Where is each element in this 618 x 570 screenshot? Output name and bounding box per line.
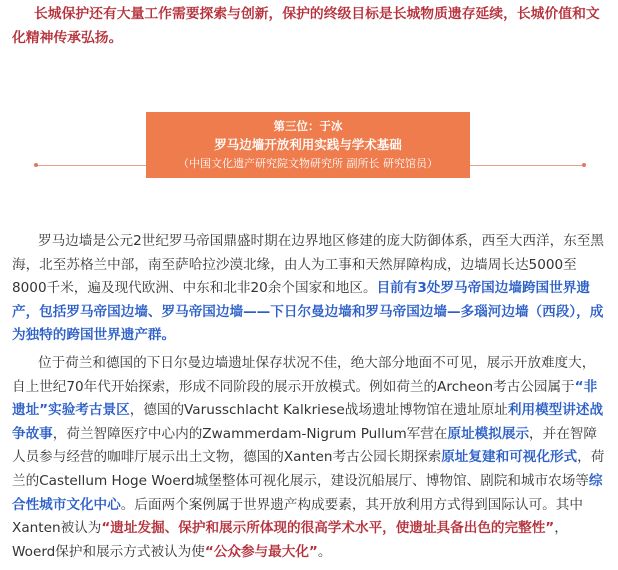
paragraph-text: 位于荷兰和德国的下日尔曼边墙遗址保存状况不佳，绝大部分地面不可见，展示开放难度大，自上世纪70年代开始探索，形成不同阶段的展示开放模式。例如荷兰的Archeon考古公园属于 [12, 355, 596, 395]
divider-right-dot [582, 163, 586, 167]
paragraph-text: ，德国的Varusschlacht Kalkriese战场遗址博物馆在遗址原址 [129, 402, 508, 419]
paragraph-lower-germanic-limes [12, 352, 608, 564]
paragraph-text: ，荷兰的Castellum Hoge Woerd城堡整体可视化展示，建设沉船展厅、博物馆、剧院和城市农场等 [12, 449, 605, 489]
quote-highlight: “公众参与最大化” [204, 543, 318, 560]
paragraph-text: ，并在智障人员参与经营的咖啡厅展示出土文物，德国的Xanten考古公园长期探索 [12, 425, 598, 466]
intro-paragraph: 长城保护还有大量工作需要探索与创新，保护的终级目标是长城物质遗存延续，长城价值和文化精神传承弘扬。 [12, 6, 600, 46]
highlight-text: “非遗址”实验考古景区 [12, 378, 598, 419]
speaker-banner [146, 112, 470, 178]
highlight-text: 目前有3处罗马帝国边墙跨国世界遗产，包括罗马帝国边墙、罗马帝国边墙——下日尔曼边墙和罗马帝国边墙—多瑙河边墙（西段），成为独特的跨国世界遗产群。 [12, 280, 604, 344]
paragraph-text: 。后面两个案例属于世界遗产构成要素，其开放利用方式得到国际认可。其中Xanten被认为 [12, 496, 583, 537]
highlight-text: 原址模拟展示 [447, 425, 530, 442]
paragraph-text: 罗马边墙是公元2世纪罗马帝国鼎盛时期在边界地区修建的庞大防御体系，西至大西洋，东至黑海，北至苏格兰中部，南至萨哈拉沙漠北缘，由人为工事和天然屏障构成，边墙周长达5000至8000千米，遍及现代欧洲、中东和北非20余个国家和地区。 [12, 233, 604, 297]
paragraph-roman-limes [12, 230, 608, 348]
highlight-text: 原址复建和可视化形式 [441, 449, 578, 466]
highlight-text: 综合性城市文化中心 [12, 472, 603, 513]
paragraph-text: ，Woerd保护和展示方式被认为使 [12, 520, 568, 560]
speaker-topic: 罗马边墙开放利用实践与学术基础 [214, 137, 402, 152]
highlight-text: 利用模型讲述战争故事 [12, 402, 604, 442]
divider-left-dot [34, 163, 38, 167]
paragraph-text: 。 [317, 543, 332, 560]
paragraph-text: ，荷兰智障医疗中心内的Zwammerdam-Nigrum Pullum军营在 [52, 425, 448, 442]
speaker-affiliation: （中国文化遗产研究院文物研究所 副所长 研究馆员） [178, 157, 438, 170]
quote-highlight: “遗址发掘、保护和展示所体现的很高学术水平，使遗址具备出色的完整性” [101, 520, 555, 537]
speaker-rank: 第三位：于冰 [273, 119, 343, 133]
